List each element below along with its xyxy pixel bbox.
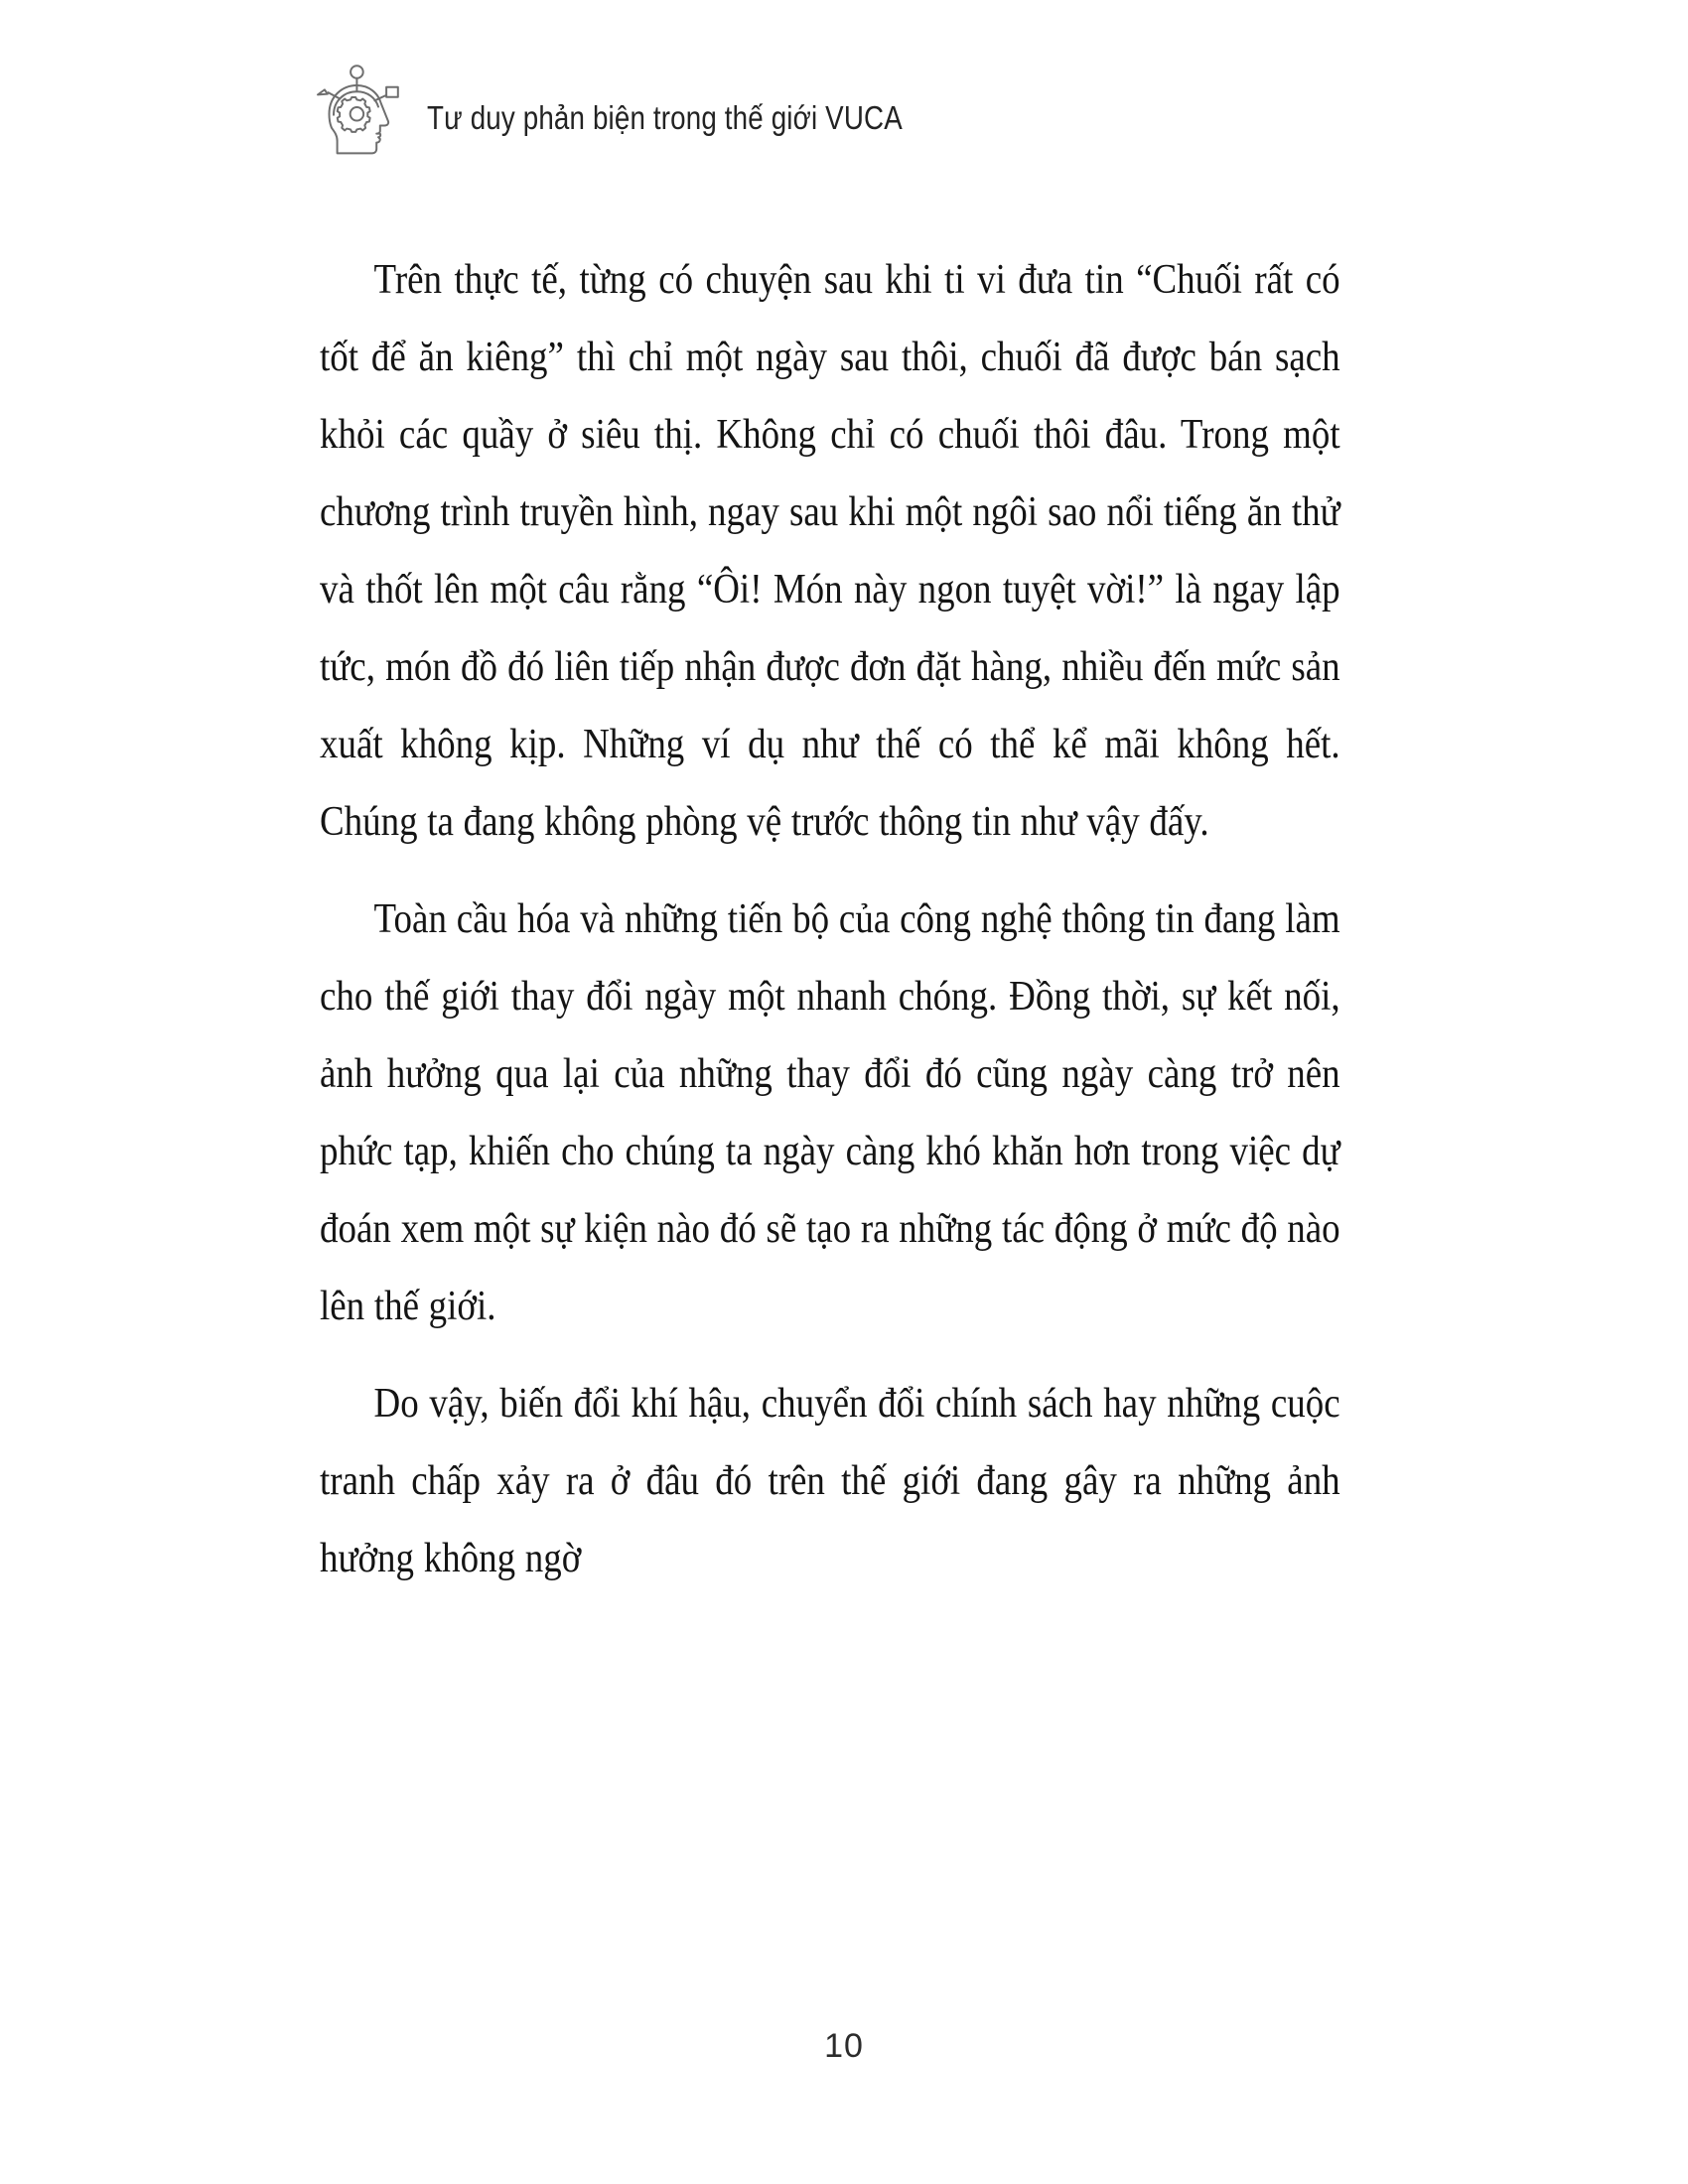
paragraph-3: Do vậy, biến đổi khí hậu, chuyển đổi chính sách hay những cuộc tranh chấp xảy ra ở đâu đó trên thế giới đang gây ra những ảnh hưởng không ngờ xyxy=(320,1381,1340,1581)
running-header xyxy=(298,58,993,167)
body-text-column xyxy=(320,241,1340,1597)
paragraph-2: Toàn cầu hóa và những tiến bộ của công nghệ thông tin đang làm cho thế giới thay đổi ngày một nhanh chóng. Đồng thời, sự kết nối, ảnh hưởng qua lại của những thay đổi đó cũng ngày càng trở nên phức tạp, khiến cho chúng ta ngày càng khó khăn hơn trong việc dự đoán xem một sự kiện nào đó sẽ tạo ra những tác động ở mức độ nào lên thế giới. xyxy=(320,896,1340,1329)
paragraph-1: Trên thực tế, từng có chuyện sau khi ti vi đưa tin “Chuối rất có tốt để ăn kiêng” thì chỉ một ngày sau thôi, chuối đã được bán sạch khỏi các quầy ở siêu thị. Không chỉ có chuối thôi đâu. Trong một chương trình truyền hình, ngay sau khi một ngôi sao nổi tiếng ăn thử và thốt lên một câu rằng “Ôi! Món này ngon tuyệt vời!” là ngay lập tức, món đồ đó liên tiếp nhận được đơn đặt hàng, nhiều đến mức sản xuất không kịp. Những ví dụ như thế có thể kể mãi không hết. Chúng ta đang không phòng vệ trước thông tin như vậy đấy. xyxy=(320,257,1340,845)
head-gear-network-icon xyxy=(298,59,405,166)
running-header-title: Tư duy phản biện trong thế giới VUCA xyxy=(427,98,903,136)
page-number: 10 xyxy=(824,2027,864,2065)
